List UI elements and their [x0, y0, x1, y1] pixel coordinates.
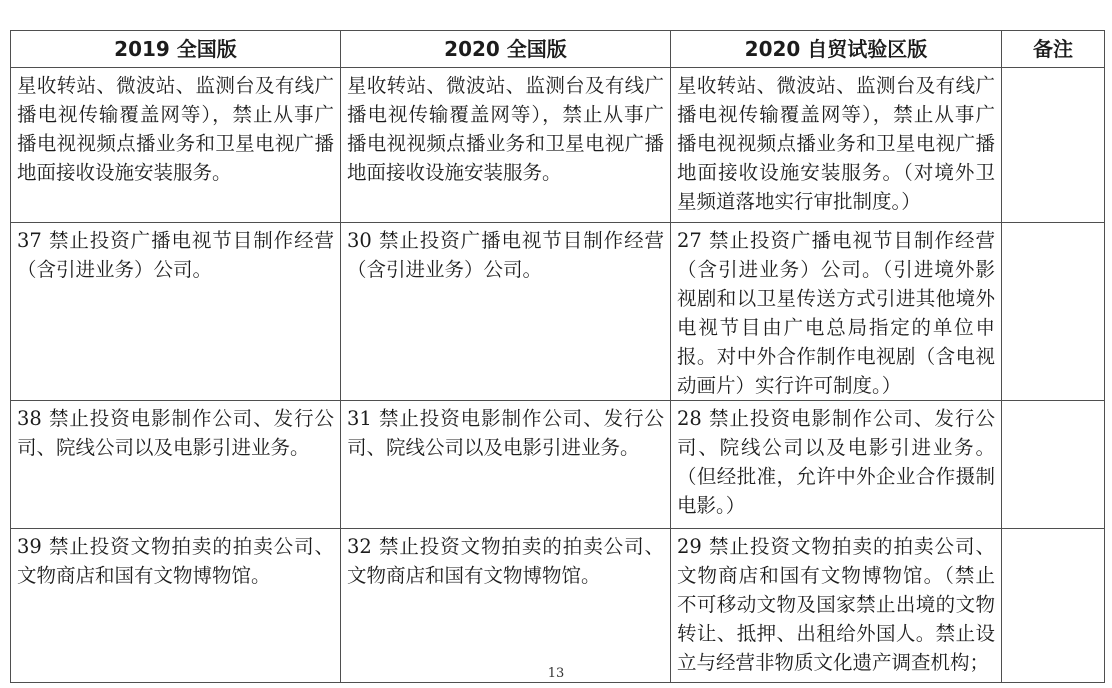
table-row: [11, 223, 1105, 401]
cell-2019-continuation: 星收转站、微波站、监测台及有线广播电视传输覆盖网等），禁止从事广播电视视频点播业务和卫星电视广播地面接收设施安装服务。: [11, 68, 341, 223]
cell-remarks: [1002, 401, 1105, 529]
column-header-2020-ftz: 2020 自贸试验区版: [671, 31, 1002, 68]
column-header-2020-national: 2020 全国版: [341, 31, 671, 68]
cell-ftz-item-29: 29 禁止投资文物拍卖的拍卖公司、文物商店和国有文物博物馆。（禁止不可移动文物及国家禁止出境的文物转让、抵押、出租给外国人。禁止设立与经营非物质文化遗产调查机构；: [671, 529, 1002, 683]
cell-2020-item-30: 30 禁止投资广播电视节目制作经营（含引进业务）公司。: [341, 223, 671, 401]
cell-ftz-item-27: 27 禁止投资广播电视节目制作经营（含引进业务）公司。（引进境外影视剧和以卫星传送方式引进其他境外电视节目由广电总局指定的单位申报。对中外合作制作电视剧（含电视动画片）实行许可制度。）: [671, 223, 1002, 401]
cell-ftz-continuation: 星收转站、微波站、监测台及有线广播电视传输覆盖网等），禁止从事广播电视视频点播业务和卫星电视广播地面接收设施安装服务。（对境外卫星频道落地实行审批制度。）: [671, 68, 1002, 223]
table-row: [11, 68, 1105, 223]
table-header-row: [11, 31, 1105, 68]
column-header-2019-national: 2019 全国版: [11, 31, 341, 68]
cell-2020-continuation: 星收转站、微波站、监测台及有线广播电视传输覆盖网等），禁止从事广播电视视频点播业务和卫星电视广播地面接收设施安装服务。: [341, 68, 671, 223]
negative-list-comparison-table: [10, 30, 1105, 683]
column-header-remarks: 备注: [1002, 31, 1105, 68]
table-row: [11, 529, 1105, 683]
page-number: 13: [547, 666, 565, 681]
cell-2020-item-32: 32 禁止投资文物拍卖的拍卖公司、文物商店和国有文物博物馆。: [341, 529, 671, 683]
cell-2019-item-39: 39 禁止投资文物拍卖的拍卖公司、文物商店和国有文物博物馆。: [11, 529, 341, 683]
cell-remarks: [1002, 223, 1105, 401]
cell-2019-item-38: 38 禁止投资电影制作公司、发行公司、院线公司以及电影引进业务。: [11, 401, 341, 529]
cell-remarks: [1002, 68, 1105, 223]
cell-ftz-item-28: 28 禁止投资电影制作公司、发行公司、院线公司以及电影引进业务。（但经批准，允许中外企业合作摄制电影。）: [671, 401, 1002, 529]
cell-2020-item-31: 31 禁止投资电影制作公司、发行公司、院线公司以及电影引进业务。: [341, 401, 671, 529]
table-row: [11, 401, 1105, 529]
cell-2019-item-37: 37 禁止投资广播电视节目制作经营（含引进业务）公司。: [11, 223, 341, 401]
cell-remarks: [1002, 529, 1105, 683]
